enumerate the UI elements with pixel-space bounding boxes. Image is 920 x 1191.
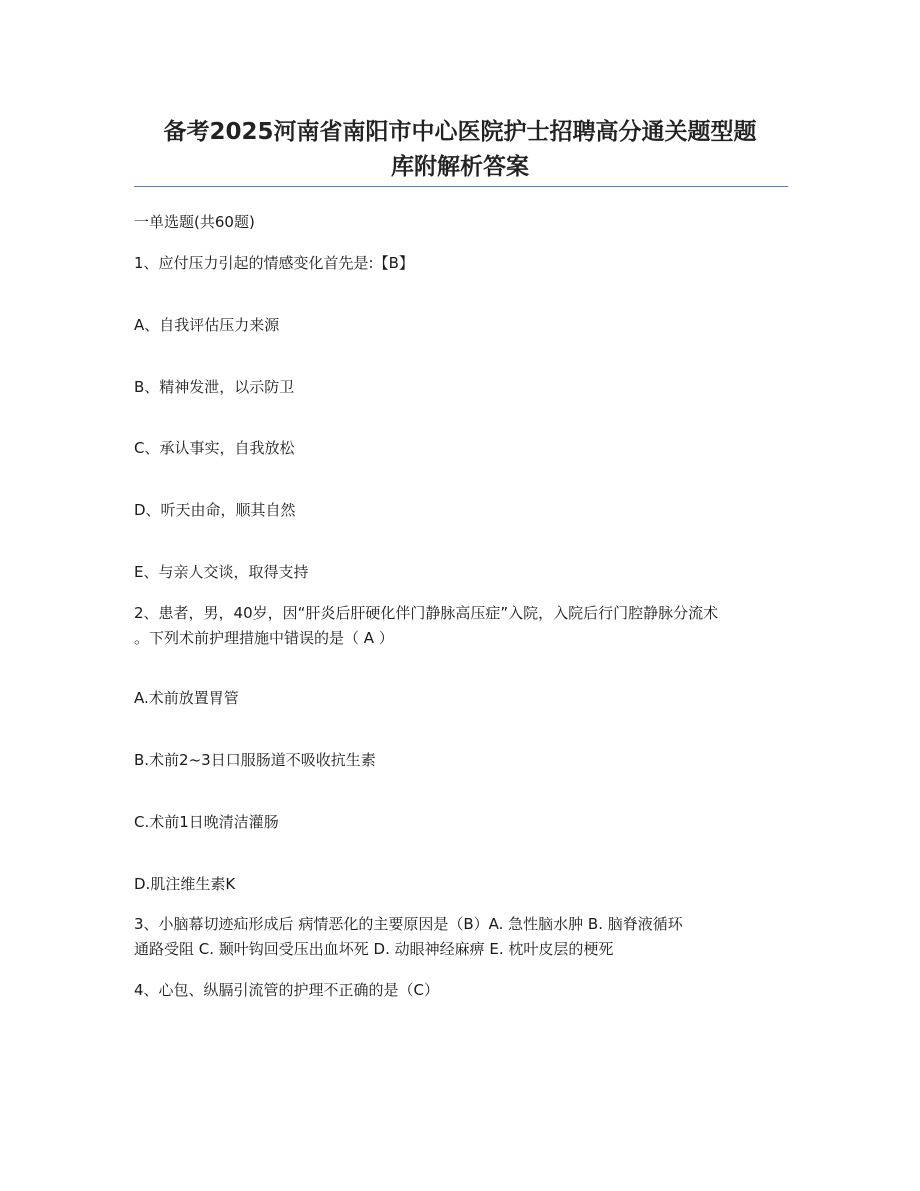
question-2-line-2: 。下列术前护理措施中错误的是（ A ） — [134, 629, 394, 647]
question-2-option-a: A.术前放置胃管 — [134, 689, 239, 707]
document-title-line-2: 库附解析答案 — [391, 154, 529, 180]
question-3-line-1: 3、小脑幕切迹疝形成后 病情恶化的主要原因是（B）A. 急性脑水肿 B. 脑脊液循环 — [134, 915, 683, 933]
question-2-line-1: 2、患者，男，40岁，因“肝炎后肝硬化伴门静脉高压症”入院，入院后行门腔静脉分流术 — [134, 604, 719, 622]
question-1-option-e: E、与亲人交谈，取得支持 — [134, 563, 309, 581]
section-heading: 一单选题(共60题) — [134, 213, 255, 231]
document-title-line-1: 备考2025河南省南阳市中心医院护士招聘高分通关题型题 — [163, 119, 757, 145]
question-1: 1、应付压力引起的情感变化首先是:【B】 — [134, 254, 414, 272]
question-1-option-b: B、精神发泄，以示防卫 — [134, 378, 295, 396]
question-1-option-c: C、承认事实，自我放松 — [134, 439, 295, 457]
question-1-option-d: D、听天由命，顺其自然 — [134, 501, 296, 519]
question-4: 4、心包、纵膈引流管的护理不正确的是（C） — [134, 981, 440, 999]
question-2-option-d: D.肌注维生素K — [134, 875, 236, 893]
question-3-line-2: 通路受阻 C. 颞叶钩回受压出血坏死 D. 动眼神经麻痹 E. 枕叶皮层的梗死 — [134, 940, 614, 958]
question-2-option-c: C.术前1日晚清洁灌肠 — [134, 813, 279, 831]
question-2-option-b: B.术前2~3日口服肠道不吸收抗生素 — [134, 751, 376, 769]
title-divider — [134, 186, 788, 187]
question-1-option-a: A、自我评估压力来源 — [134, 316, 280, 334]
